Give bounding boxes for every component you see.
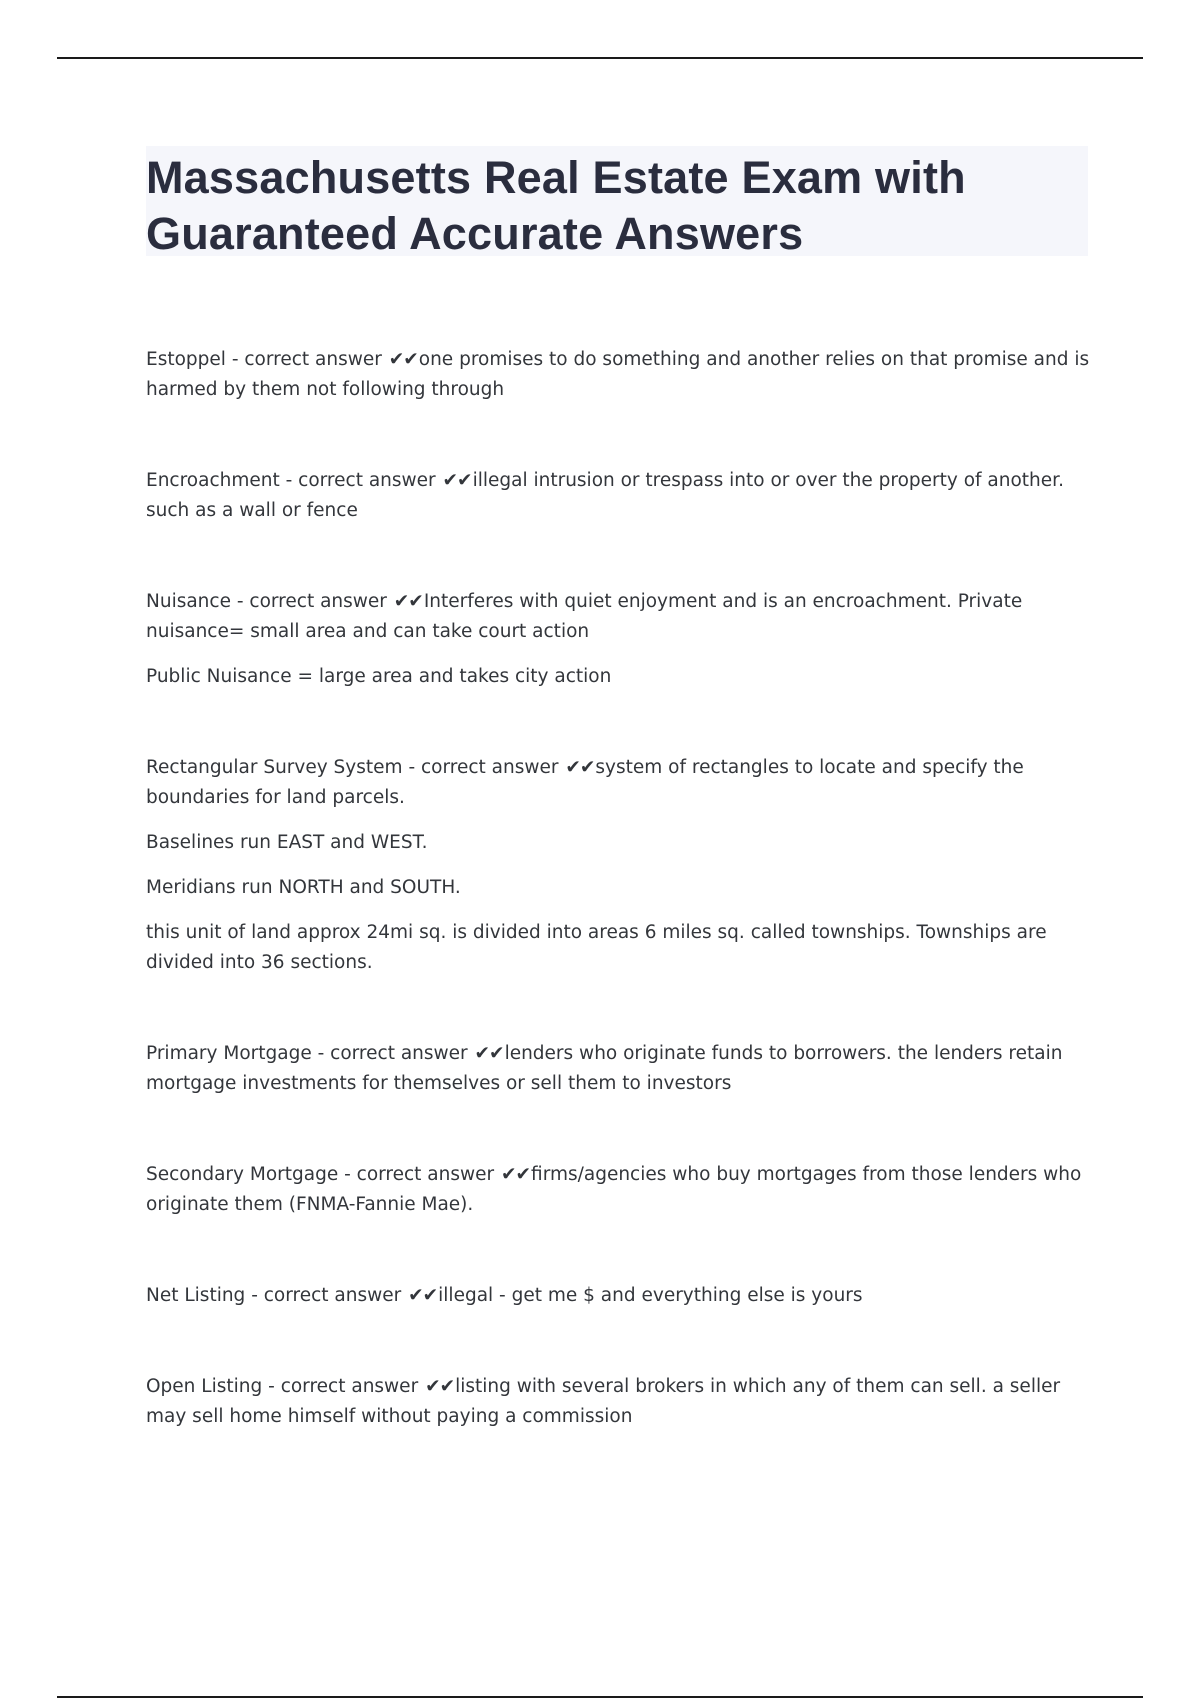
check-mark-icon: ✔✔ xyxy=(474,1043,504,1064)
qa-item xyxy=(146,753,1096,813)
qa-item xyxy=(146,345,1096,405)
title-banner xyxy=(146,146,1088,259)
answer-marker: - correct answer xyxy=(236,591,387,612)
term-text: Estoppel xyxy=(146,349,226,370)
answer-marker: - correct answer xyxy=(285,470,436,491)
additional-note: Public Nuisance = large area and takes city action xyxy=(146,666,612,687)
definition-text: illegal - get me $ and everything else is yours xyxy=(438,1285,863,1306)
definition-text: system of rectangles to locate and specify the boundaries for land parcels. xyxy=(146,757,1024,808)
check-mark-icon: ✔✔ xyxy=(388,349,418,370)
term-text: Net Listing xyxy=(146,1285,246,1306)
qa-entry xyxy=(146,587,1096,692)
answer-marker: - correct answer xyxy=(344,1164,495,1185)
term-text: Open Listing xyxy=(146,1376,263,1397)
qa-entry xyxy=(146,466,1096,526)
definition-text: illegal intrusion or trespass into or over the property of another. such as a wall or fence xyxy=(146,470,1064,521)
check-mark-icon: ✔✔ xyxy=(501,1164,531,1185)
qa-item xyxy=(146,1039,1096,1099)
qa-entry xyxy=(146,345,1096,405)
additional-note: Baselines run EAST and WEST. xyxy=(146,832,428,853)
check-mark-icon: ✔✔ xyxy=(425,1376,455,1397)
qa-item xyxy=(146,466,1096,526)
term-text: Secondary Mortgage xyxy=(146,1164,339,1185)
qa-entry xyxy=(146,1372,1096,1432)
qa-entry xyxy=(146,1039,1096,1099)
qa-item xyxy=(146,1281,1096,1311)
answer-marker: - correct answer xyxy=(268,1376,419,1397)
term-text: Primary Mortgage xyxy=(146,1043,312,1064)
definition-text: lenders who originate funds to borrowers. the lenders retain mortgage investments for themselves or sell them to investors xyxy=(146,1043,1063,1094)
definition-text: firms/agencies who buy mortgages from those lenders who originate them (FNMA-Fannie Mae). xyxy=(146,1164,1082,1215)
qa-item xyxy=(146,1372,1096,1432)
term-text: Rectangular Survey System xyxy=(146,757,403,778)
answer-marker: - correct answer xyxy=(408,757,559,778)
definition-text: listing with several brokers in which any of them can sell. a seller may sell home himself without paying a commission xyxy=(146,1376,1061,1427)
definition-text: Interferes with quiet enjoyment and is an encroachment. Private nuisance= small area and can take court action xyxy=(146,591,1023,642)
qa-item xyxy=(146,1160,1096,1220)
additional-note: this unit of land approx 24mi sq. is divided into areas 6 miles sq. called townships. Townships are divided into 36 sections. xyxy=(146,922,1047,973)
term-text: Encroachment xyxy=(146,470,280,491)
answer-marker: - correct answer xyxy=(231,349,382,370)
answer-marker: - correct answer xyxy=(317,1043,468,1064)
qa-entry xyxy=(146,1160,1096,1220)
answer-marker: - correct answer xyxy=(251,1285,402,1306)
qa-list xyxy=(146,345,1096,1493)
qa-entry xyxy=(146,753,1096,978)
footer-rule xyxy=(57,1696,1143,1698)
qa-entry xyxy=(146,1281,1096,1311)
check-mark-icon: ✔✔ xyxy=(565,757,595,778)
check-mark-icon: ✔✔ xyxy=(408,1285,438,1306)
additional-note: Meridians run NORTH and SOUTH. xyxy=(146,877,461,898)
term-text: Nuisance xyxy=(146,591,231,612)
definition-text: one promises to do something and another relies on that promise and is harmed by them not following through xyxy=(146,349,1090,400)
qa-item xyxy=(146,587,1096,647)
check-mark-icon: ✔✔ xyxy=(442,470,472,491)
page-title: Massachusetts Real Estate Exam with Guaranteed Accurate Answers xyxy=(146,152,966,259)
check-mark-icon: ✔✔ xyxy=(393,591,423,612)
header-rule xyxy=(57,57,1143,59)
